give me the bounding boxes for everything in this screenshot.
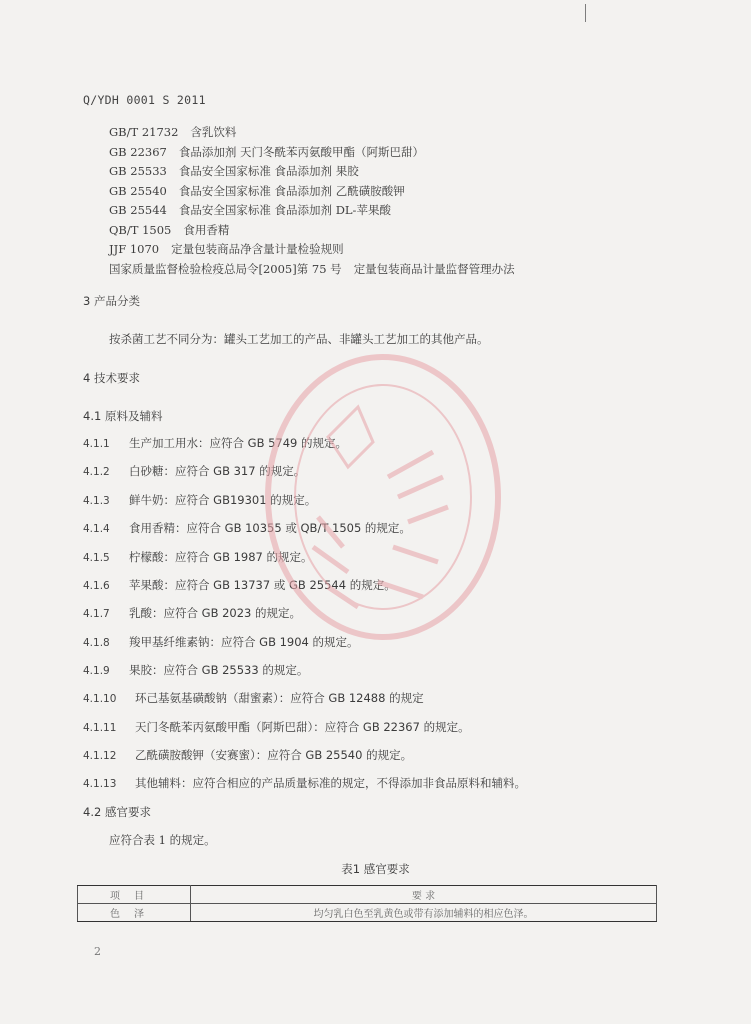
reference-list bbox=[109, 123, 515, 279]
clause-text: 乳酸：应符合 GB 2023 的规定。 bbox=[129, 606, 302, 620]
section-3-heading: 3 产品分类 bbox=[83, 294, 140, 308]
reference-item bbox=[109, 260, 515, 280]
clause-item bbox=[83, 719, 470, 736]
reference-title: 食品安全国家标准 食品添加剂 DL-苹果酸 bbox=[178, 203, 391, 217]
reference-title: 定量包装商品净含量计量检验规则 bbox=[171, 242, 344, 256]
reference-title: 食品安全国家标准 食品添加剂 乙酰磺胺酸钾 bbox=[178, 183, 405, 198]
reference-code: GB 25544 bbox=[109, 203, 167, 217]
section-4-2-body: 应符合表 1 的规定。 bbox=[109, 833, 216, 847]
clause-number: 4.1.4 bbox=[83, 523, 110, 535]
table-cell-requirement: 均匀乳白色至乳黄色或带有添加辅料的相应色泽。 bbox=[191, 904, 657, 922]
clause-text: 鲜牛奶：应符合 GB19301 的规定。 bbox=[129, 493, 317, 507]
clause-text: 食用香精：应符合 GB 10355 或 QB/T 1505 的规定。 bbox=[129, 521, 411, 535]
reference-code: QB/T 1505 bbox=[109, 222, 172, 237]
clause-number: 4.1.8 bbox=[83, 637, 110, 649]
clause-text: 羧甲基纤维素钠：应符合 GB 1904 的规定。 bbox=[129, 635, 359, 649]
clause-item bbox=[83, 435, 347, 452]
clause-number: 4.1.3 bbox=[83, 495, 110, 507]
clause-text: 生产加工用水：应符合 GB 5749 的规定。 bbox=[129, 436, 348, 450]
reference-item bbox=[109, 201, 515, 221]
table-header-row bbox=[78, 886, 657, 904]
clause-item bbox=[83, 463, 305, 480]
clause-item bbox=[83, 634, 359, 651]
reference-code: GB 25540 bbox=[109, 183, 167, 198]
clause-number: 4.1.5 bbox=[83, 552, 110, 564]
standard-code-header: Q/YDH 0001 S 2011 bbox=[83, 93, 206, 107]
table-cell-item: 色泽 bbox=[78, 904, 191, 922]
clause-text: 柠檬酸：应符合 GB 1987 的规定。 bbox=[129, 550, 313, 564]
clause-item bbox=[83, 775, 526, 792]
reference-title: 食用香精 bbox=[183, 222, 230, 237]
sensory-requirements-table bbox=[77, 885, 657, 922]
clause-text: 其他辅料：应符合相应的产品质量标准的规定，不得添加非食品原料和辅料。 bbox=[135, 776, 526, 790]
clause-text: 环己基氨基磺酸钠（甜蜜素）：应符合 GB 12488 的规定 bbox=[135, 691, 424, 705]
page-number: 2 bbox=[94, 945, 101, 958]
clause-number: 4.1.1 bbox=[83, 438, 110, 450]
clause-text: 苹果酸：应符合 GB 13737 或 GB 25544 的规定。 bbox=[129, 578, 396, 592]
table-header-item: 项目 bbox=[78, 886, 191, 904]
reference-title: 定量包装商品计量监督管理办法 bbox=[353, 261, 515, 276]
section-4-2-heading: 4.2 感官要求 bbox=[83, 805, 151, 819]
reference-item bbox=[109, 123, 515, 143]
reference-title: 食品添加剂 天门冬酰苯丙氨酸甲酯（阿斯巴甜） bbox=[178, 144, 425, 159]
clause-text: 天门冬酰苯丙氨酸甲酯（阿斯巴甜）：应符合 GB 22367 的规定。 bbox=[135, 720, 470, 734]
clause-text: 乙酰磺胺酸钾（安赛蜜）：应符合 GB 25540 的规定。 bbox=[135, 748, 413, 762]
clause-item bbox=[83, 577, 396, 594]
clause-number: 4.1.9 bbox=[83, 665, 110, 677]
table-header-requirement: 要 求 bbox=[191, 886, 657, 904]
reference-item bbox=[109, 221, 515, 241]
section-3-body: 按杀菌工艺不同分为：罐头工艺加工的产品、非罐头工艺加工的其他产品。 bbox=[109, 332, 489, 346]
clause-item bbox=[83, 605, 301, 622]
clause-number: 4.1.10 bbox=[83, 693, 117, 705]
table-caption: 表1 感官要求 bbox=[341, 862, 410, 876]
reference-code: GB 22367 bbox=[109, 144, 167, 159]
clause-number: 4.1.11 bbox=[83, 722, 117, 734]
reference-item bbox=[109, 182, 515, 202]
clause-item bbox=[83, 520, 411, 537]
clause-number: 4.1.6 bbox=[83, 580, 110, 592]
clause-item bbox=[83, 492, 316, 509]
reference-item bbox=[109, 240, 515, 260]
reference-title: 含乳饮料 bbox=[190, 125, 237, 139]
clause-number: 4.1.2 bbox=[83, 466, 110, 478]
clause-item bbox=[83, 549, 313, 566]
section-4-1-heading: 4.1 原料及辅料 bbox=[83, 409, 163, 423]
reference-item bbox=[109, 162, 515, 182]
scan-edge-mark bbox=[585, 4, 586, 22]
clause-text: 白砂糖：应符合 GB 317 的规定。 bbox=[129, 464, 306, 478]
clause-item bbox=[83, 690, 424, 707]
reference-code: 国家质量监督检验检疫总局令[2005]第 75 号 bbox=[109, 261, 342, 276]
section-4-heading: 4 技术要求 bbox=[83, 371, 140, 385]
reference-title: 食品安全国家标准 食品添加剂 果胶 bbox=[178, 164, 359, 178]
reference-code: GB 25533 bbox=[109, 164, 167, 178]
clause-text: 果胶：应符合 GB 25533 的规定。 bbox=[129, 663, 309, 677]
reference-code: GB/T 21732 bbox=[109, 125, 179, 139]
reference-item bbox=[109, 143, 515, 163]
clause-number: 4.1.12 bbox=[83, 750, 117, 762]
clause-item bbox=[83, 747, 412, 764]
clause-number: 4.1.13 bbox=[83, 778, 117, 790]
clause-number: 4.1.7 bbox=[83, 608, 110, 620]
table-row bbox=[78, 904, 657, 922]
reference-code: JJF 1070 bbox=[109, 242, 160, 256]
clause-item bbox=[83, 662, 308, 679]
